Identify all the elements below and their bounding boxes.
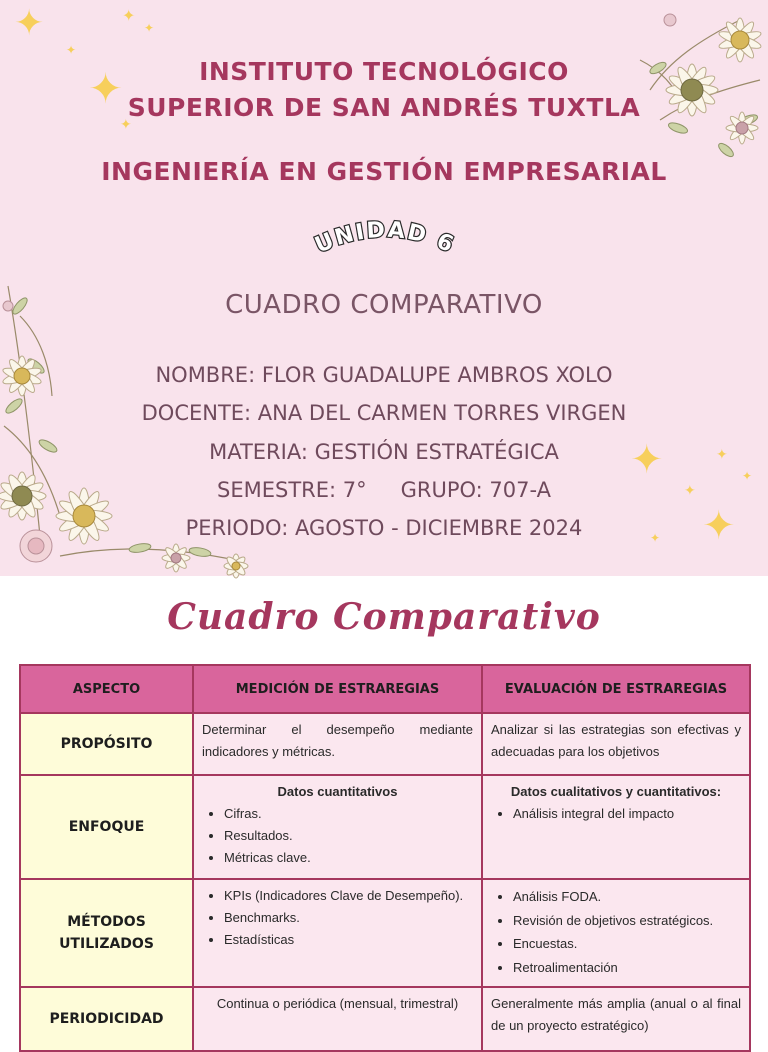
header-evaluacion: EVALUACIÓN DE ESTRAREGIAS — [482, 665, 750, 713]
list-item: • KPIs (Indicadores Clave de Desempeño). — [224, 885, 473, 907]
sparkle-icon: ✦ — [702, 503, 736, 549]
institute-line-2: SUPERIOR DE SAN ANDRÉS TUXTLA — [127, 93, 641, 122]
medicion-metodos-list — [202, 885, 473, 951]
medicion-enfoque-list — [202, 803, 473, 869]
table-row — [20, 879, 750, 987]
evaluacion-proposito: Analizar si las estrategias son efectivas y adecuadas para los objetivos — [482, 713, 750, 775]
sparkle-icon: ✦ — [144, 21, 155, 35]
table-row — [20, 987, 750, 1051]
sparkle-icon: ✦ — [742, 469, 753, 483]
sparkle-icon: ✦ — [88, 64, 124, 113]
medicion-enfoque-head: Datos cuantitativos — [277, 784, 398, 799]
institute-name — [0, 54, 768, 126]
comparison-title: Cuadro Comparativo — [167, 596, 601, 638]
unit-badge-text: UNIDAD 6 — [311, 217, 459, 259]
medicion-proposito: Determinar el desempeño mediante indicadores y métricas. — [193, 713, 482, 775]
sparkle-icon: ✦ — [14, 3, 45, 44]
subject-name: MATERIA: GESTIÓN ESTRATÉGICA — [209, 439, 559, 464]
list-item: • Retroalimentación — [513, 956, 741, 980]
medicion-metodos — [193, 879, 482, 987]
list-item: • Estadísticas — [224, 929, 473, 951]
list-item: • Análisis integral del impacto — [513, 803, 741, 825]
list-item: • Resultados. — [224, 825, 473, 847]
medicion-periodicidad: Continua o periódica (mensual, trimestral) — [193, 987, 482, 1051]
semester: SEMESTRE: 7° — [217, 477, 367, 502]
header-medicion: MEDICIÓN DE ESTRAREGIAS — [193, 665, 482, 713]
list-item: • Encuestas. — [513, 932, 741, 956]
svg-text:UNIDAD 6 — [311, 218, 458, 259]
group: GRUPO: 707-A — [400, 477, 551, 502]
evaluacion-metodos — [482, 879, 750, 987]
aspect-metodos — [20, 879, 193, 987]
aspect-metodos-line1: MÉTODOS — [67, 914, 146, 930]
aspect-periodicidad: PERIODICIDAD — [20, 987, 193, 1051]
table-row — [20, 775, 750, 879]
unit-badge — [300, 216, 470, 276]
list-item: • Cifras. — [224, 803, 473, 825]
comparison-table — [19, 664, 751, 1052]
institute-line-1: INSTITUTO TECNOLÓGICO — [199, 57, 569, 86]
list-item: • Benchmarks. — [224, 907, 473, 929]
table-row — [20, 713, 750, 775]
medicion-enfoque — [193, 775, 482, 879]
aspect-proposito: PROPÓSITO — [20, 713, 193, 775]
list-item: • Análisis FODA. — [513, 885, 741, 909]
student-name: NOMBRE: FLOR GUADALUPE AMBROS XOLO — [155, 363, 613, 387]
evaluacion-enfoque — [482, 775, 750, 879]
evaluacion-enfoque-head: Datos cualitativos y cuantitativos: — [510, 784, 722, 799]
list-item: • Métricas clave. — [224, 847, 473, 869]
sparkle-icon: ✦ — [716, 447, 728, 463]
table-header-row — [20, 665, 750, 713]
sparkle-icon: ✦ — [66, 43, 77, 57]
evaluacion-periodicidad: Generalmente más amplia (anual o al final de un proyecto estratégico) — [482, 987, 750, 1051]
sparkle-icon: ✦ — [630, 437, 664, 483]
cover-subtitle: CUADRO COMPARATIVO — [225, 290, 543, 320]
aspect-metodos-line2: UTILIZADOS — [59, 936, 154, 952]
student-info — [0, 356, 768, 547]
sparkle-icon: ✦ — [122, 6, 136, 25]
aspect-enfoque: ENFOQUE — [20, 775, 193, 879]
evaluacion-metodos-list — [491, 885, 741, 979]
list-item: • Revisión de objetivos estratégicos. — [513, 909, 741, 933]
teacher-name: DOCENTE: ANA DEL CARMEN TORRES VIRGEN — [141, 401, 627, 426]
evaluacion-enfoque-list — [491, 803, 741, 825]
career-name: INGENIERÍA EN GESTIÓN EMPRESARIAL — [101, 157, 667, 186]
period: PERIODO: AGOSTO - DICIEMBRE 2024 — [185, 516, 583, 541]
sparkle-icon: ✦ — [650, 531, 661, 545]
sparkle-icon: ✦ — [684, 483, 696, 499]
header-aspecto: ASPECTO — [20, 665, 193, 713]
sparkle-icon: ✦ — [120, 117, 132, 133]
semester-group — [0, 471, 768, 509]
